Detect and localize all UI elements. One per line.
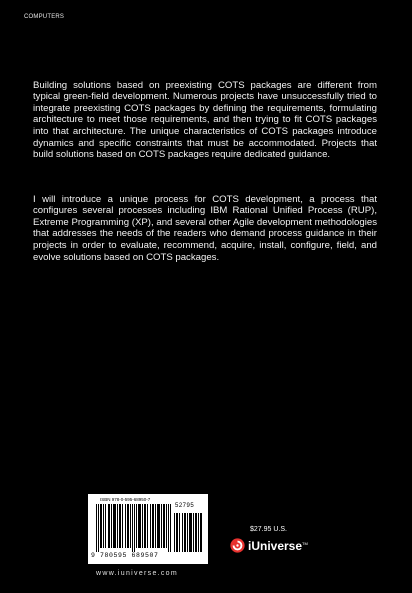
iuniverse-swirl-logo-icon [230,538,245,553]
publisher-name [248,539,308,553]
price-barcode-icon [174,513,202,552]
publisher-logo [230,538,308,553]
price-label: $27.95 U.S. [250,526,287,533]
blurb-paragraph-1: Building solutions based on preexisting COTS packages are different from typical green-field development. Numerous projects have unsuccessfully tried to integrate preexisting COTS packages by defining the requirements, formulating architecture to meet those requirements, and then trying to fit COTS packages into that architecture. The unique characteristics of COTS packages introduce dynamics and specific constraints that must be accommodated. Projects that build solutions based on COTS packages require dedicated guidance. [33,79,377,161]
category-label: COMPUTERS [24,14,65,20]
ean-barcode-icon [96,504,171,552]
barcode-box [88,494,208,564]
blurb-paragraph-2: I will introduce a unique process for COTS development, a process that configures several processes including IBM Rational Unified Process (RUP), Extreme Programming (XP), and several other Agile development methodologies that addresses the needs of the readers who demand process guidance in their projects in order to evaluate, recommend, acquire, install, configure, field, and evolve solutions based on COTS packages. [33,193,377,263]
trademark-mark: TM [302,540,308,546]
ean-digits: 9 780595 689507 [91,552,159,559]
publisher-name-text: iUniverse [248,538,303,553]
isbn-label: ISBN 978-0-595-68950-7 [100,497,151,502]
website-url: www.iuniverse.com [96,570,179,577]
price-addon-digits: 52795 [175,503,195,509]
